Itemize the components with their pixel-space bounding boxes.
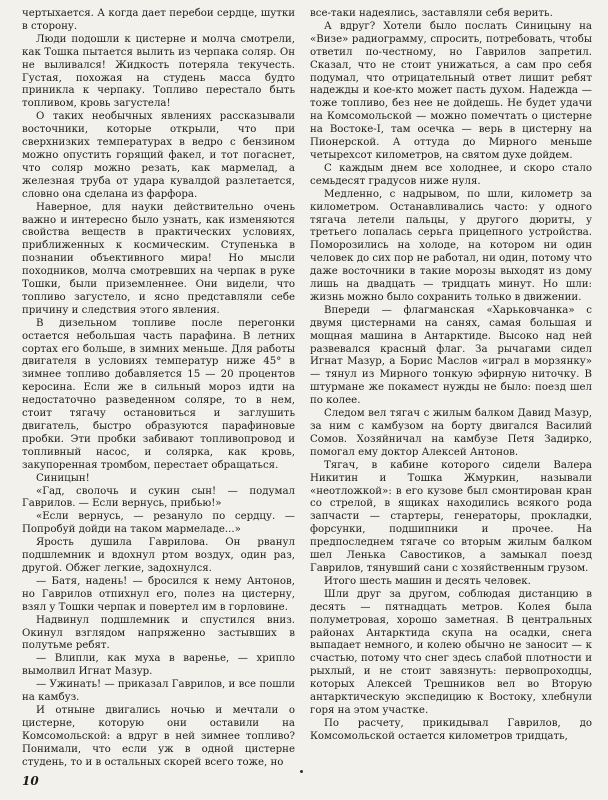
paragraph: все-таки надеялись, заставляли себя верить.	[310, 8, 553, 19]
paragraph: Итого шесть машин и десять человек.	[324, 575, 531, 587]
paragraph: Следом вел тягач с жилым балком Давид Мазур, за ним с камбузом на борту двигался Василий Сомов. Хозяйничал на камбузе Петя Задирко, помогал ему доктор Алексей Антонов.	[310, 408, 592, 458]
paragraph: С каждым днем все холоднее, и скоро стало семьдесят градусов ниже нуля.	[310, 162, 592, 187]
page-number: 10	[22, 774, 39, 788]
paragraph: «Гад, сволочь и сукин сын! — подумал Гаврилов. — Если вернусь, прибью!»	[22, 485, 295, 510]
paragraph: Синицын!	[36, 472, 90, 484]
paragraph: — Батя, надень! — бросился к нему Антонов, но Гаврилов отпихнул его, полез на цистерну, взял у Тошки черпак и повертел им в горловине.	[22, 575, 295, 613]
paragraph: Шли друг за другом, соблюдая дистанцию в десять — пятнадцать метров. Колея была полуметровая, хорошо заметная. В центральных районах Антарктида скупа на осадки, снега выпадает немного, и колею обычно не заносит — к счастью, потому что снег здесь слабой плотности и рыхлый, и не стоит завязнуть: первопроходцы, которых Алексей Трешников вел во Вторую антарктическую экспедицию к Востоку, хлебнули горя на этом участке.	[310, 588, 592, 716]
paragraph: чертыхается. А когда дает перебои сердце, шутки в сторону.	[22, 8, 295, 32]
left-column	[22, 8, 295, 769]
right-column	[310, 8, 592, 744]
paragraph: Тягач, в кабине которого сидели Валера Никитин и Тошка Жмуркин, называли «неотложкой»: в его кузове был смонтирован кран со стрелой, в ящиках находились всякого рода запчасти — стартеры, генераторы, прокладки, форсунки, подшипники и прочее. На предпоследнем тягаче со вторым жилым балком шел Ленька Савостиков, а замыкал поезд Гаврилов, тянувший сани с хозяйственным грузом.	[310, 459, 592, 574]
paragraph: А вдруг? Хотели было послать Синицыну на «Визе» радиограмму, спросить, потребовать, чтобы ответил по-честному, но Гаврилов запретил. Сказал, что не стоит унижаться, а сам про себя подумал, что отрицательный ответ лишит ребят надежды и кое-кто может пасть духом. Надежда — тоже топливо, без нее не дойдешь. Не будет удачи на Комсомольской — можно помечтать о цистерне на Востоке-I, там осечка — верь в цистерну на Пионерской. А оттуда до Мирного меньше четырехсот километров, на святом духе дойдем.	[310, 20, 592, 161]
paragraph: Люди подошли к цистерне и молча смотрели, как Тошка пытается вылить из черпака соляр. Он не выливался! Жидкость потеряла текучесть. Густая, похожая на студень масса будто приникла к черпаку. Топливо перестало быть топливом, кровь загустела!	[22, 33, 295, 110]
paragraph: В дизельном топливе после перегонки остается небольшая часть парафина. В летних сортах его больше, в зимних меньше. Для работы двигателя в условиях температур ниже 45° в зимнее топливо добавляется 15 — 20 процентов керосина. Если же в сильный мороз идти на недостаточно разведенном соляре, то в нем, стоит тягачу остановиться и заглушить двигатель, быстро образуются парафиновые пробки. Эти пробки забивают топливопровод и топливный насос, и солярка, как кровь, закупоренная тромбом, перестает обращаться.	[22, 317, 295, 471]
paragraph: Наверное, для науки действительно очень важно и интересно было узнать, как изменяются свойства веществ в практических условиях, приближенных к космическим. Ступенька в познании объективного мира! Но мысли походников, молча смотревших на черпак в руке Тошки, были приземленнее. Они видели, что топливо загустело, и ясно представляли себе причину и следствия этого явления.	[22, 201, 295, 316]
paragraph: Впереди — флагманская «Харьковчанка» с двумя цистернами на санях, самая большая и мощная машина в Антарктиде. Высоко над ней развевался красный флаг. За рычагами сидел Игнат Мазур, а Борис Маслов «играл в морзянку» — тянул из Мирного тонкую эфирную ниточку. В штурмане же покамест нужды не было: поезд шел по колее.	[310, 304, 592, 407]
paragraph: По расчету, прикидывал Гаврилов, до Комсомольской остается километров тридцать,	[310, 717, 592, 742]
paragraph: Медленно, с надрывом, по шли, километр за километром. Останавливались часто: у одного тягача летели пальцы, у другого дюриты, у третьего лопалась серьга прицепного устройства. Поморозились на холоде, на котором ни один человек до сих пор не работал, ни один, потому что даже восточники в такие морозы выходят из дому лишь на двадцать — тридцать минут. Но шли: жизнь можно было сохранить только в движении.	[310, 188, 592, 303]
print-speck	[300, 770, 303, 773]
paragraph: — Влипли, как муха в варенье, — хрипло вымолвил Игнат Мазур.	[22, 653, 295, 678]
paragraph: «Если вернусь, — резануло по сердцу. — Попробуй дойди на таком мармеладе...»	[22, 511, 295, 536]
paragraph: О таких необычных явлениях рассказывали восточники, которые открыли, что при сверхнизких температурах в ведро с бензином можно опустить горящий факел, и тот погаснет, что соляр можно резать, как мармелад, а железная труба от удара кувалдой разлетается, словно она сделана из фарфора.	[22, 111, 295, 200]
paragraph: И отныне двигались ночью и мечтали о цистерне, которую они оставили на Комсомольской: а вдруг в ней зимнее топливо? Понимали, что если уж в одной цистерне студень, то и в остальных скорей всего тоже, но	[22, 704, 295, 768]
paragraph: Ярость душила Гаврилова. Он рванул подшлемник и вдохнул ртом воздух, один раз, другой. Обжег легкие, задохнулся.	[22, 537, 295, 574]
paragraph: Надвинул подшлемник и спустился вниз. Окинул взглядом напряженно застывших в полутьме ребят.	[22, 614, 295, 652]
paragraph: — Ужинать! — приказал Гаврилов, и все пошли на камбуз.	[22, 679, 295, 704]
